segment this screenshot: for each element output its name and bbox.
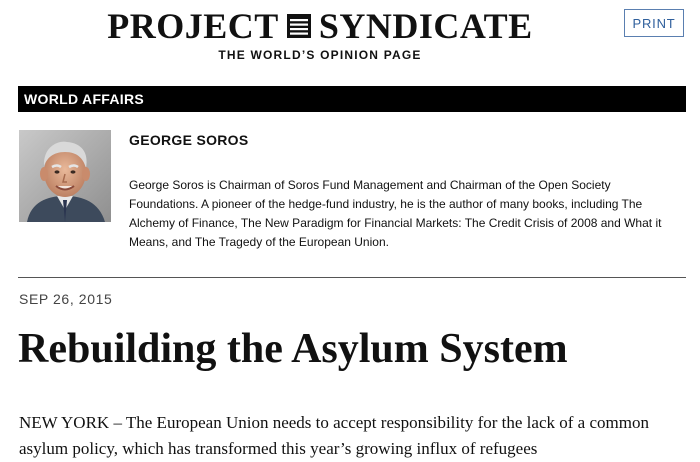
article-date: SEP 26, 2015 <box>19 291 113 307</box>
author-name[interactable]: GEORGE SOROS <box>129 132 249 148</box>
section-label[interactable]: WORLD AFFAIRS <box>18 86 686 112</box>
article-title: Rebuilding the Asylum System <box>18 326 568 372</box>
article-lead-paragraph: NEW YORK – The European Union needs to accept responsibility for the lack of a common asylum policy, which has transformed this year’s growing influx of refugees <box>19 413 649 458</box>
author-bio: George Soros is Chairman of Soros Fund Management and Chairman of the Open Society Foundations. A pioneer of the hedge-fund industry, he is the author of many books, including The Alchemy of Finance, The New Paradigm for Financial Markets: The Credit Crisis of 2008 and What it Means, and The Tragedy of the European Union. <box>129 178 662 249</box>
masthead <box>0 6 640 62</box>
site-tagline: THE WORLD’S OPINION PAGE <box>218 48 422 62</box>
site-logo[interactable] <box>107 6 532 46</box>
print-button[interactable]: PRINT <box>624 9 684 37</box>
brand-syndicate: SYNDICATE <box>318 6 533 46</box>
brand-project: PROJECT <box>107 6 279 46</box>
divider <box>18 277 686 278</box>
syndicate-stripes-icon <box>287 14 311 38</box>
author-portrait[interactable] <box>19 130 111 222</box>
